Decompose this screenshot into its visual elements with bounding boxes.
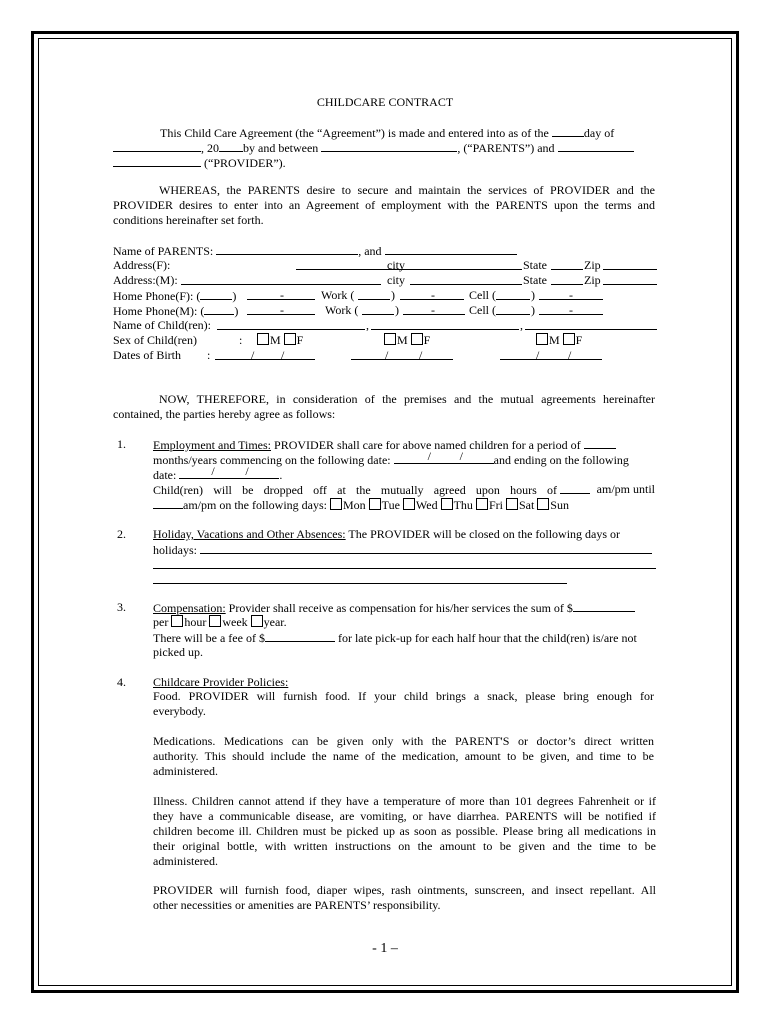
per-year-checkbox[interactable] [251, 615, 263, 627]
address-m-row: Address:(M): city State Zip [113, 273, 178, 287]
end-date-field[interactable]: / / [179, 467, 279, 479]
child-1-female-checkbox[interactable] [284, 333, 296, 345]
day-wed-checkbox[interactable] [403, 498, 415, 510]
holidays-field-1[interactable] [200, 542, 652, 554]
home-phone-f-row: Home Phone(F): ( ) - Work ( ) - Cell ( ) - [113, 288, 236, 303]
medications-line-2: authority. This should include the name of the medication, amount to be given, and time to be [153, 749, 654, 763]
month-blank[interactable] [113, 140, 201, 152]
zip-f-field[interactable] [603, 258, 657, 270]
section-1-line-5: am/pm on the following days: Mon Tue Wed Thu Fri Sat Sun [153, 497, 569, 512]
intro-line-2: , 20 by and between , (“PARENTS”) and [113, 140, 634, 155]
provider-supplies-line-1: PROVIDER will furnish food, diaper wipes, rash ointments, sunscreen, and insect repellant. All [153, 883, 656, 897]
section-1-line-2: months/years commencing on the following date: / / and ending on the following [153, 449, 629, 467]
day-sun-checkbox[interactable] [537, 498, 549, 510]
state-f-field[interactable] [551, 258, 583, 270]
section-1-number: 1. [117, 437, 126, 451]
section-1-line-4: Child(ren) will be dropped off at the mutually agreed upon hours of am/pm until [153, 482, 655, 497]
child-2-name-field[interactable] [371, 318, 519, 330]
section-3-line-1: Compensation: Provider shall receive as compensation for his/her services the sum of $ [153, 600, 635, 615]
cell-f-area[interactable] [496, 288, 530, 300]
now-therefore-line-2: contained, the parties hereby agree as follows: [113, 407, 336, 421]
parent-2-name-field[interactable] [385, 243, 517, 255]
parent-1-name-field[interactable] [216, 243, 358, 255]
holidays-line-2-wrap [153, 557, 656, 572]
day-fri-checkbox[interactable] [476, 498, 488, 510]
section-1-heading: Employment and Times: [153, 438, 272, 452]
day-tue-checkbox[interactable] [369, 498, 381, 510]
child-1-dob-field[interactable] [215, 348, 315, 360]
period-blank[interactable] [584, 437, 616, 449]
section-2-line-1: Holiday, Vacations and Other Absences: The PROVIDER will be closed on the following days or [153, 527, 621, 541]
child-3-dob-field[interactable] [500, 348, 602, 360]
start-date-field[interactable]: / / [394, 452, 494, 464]
medications-line-3: administered. [153, 764, 218, 778]
holidays-line-3-wrap [153, 572, 567, 587]
section-3-line-4: picked up. [153, 645, 203, 659]
day-sat-checkbox[interactable] [506, 498, 518, 510]
dropoff-time-field[interactable] [560, 482, 590, 494]
name-parents-row: Name of PARENTS: , and [113, 243, 517, 258]
intro-line-1: This Child Care Agreement (the “Agreement”) is made and entered into as of the day of [160, 126, 615, 140]
per-hour-checkbox[interactable] [171, 615, 183, 627]
address-m-field[interactable] [181, 273, 381, 285]
day-thu-checkbox[interactable] [441, 498, 453, 510]
illness-line-4: their original bottle, with written instructions on the amount to be given and the time to be [153, 839, 656, 853]
compensation-amount-field[interactable] [573, 600, 635, 612]
cell-m-area[interactable] [496, 303, 530, 315]
zip-m-field[interactable] [603, 273, 657, 285]
document-title: CHILDCARE CONTRACT [316, 95, 454, 109]
home-phone-m-row: Home Phone(M): ( ) - Work ( ) - Cell ( ) - [113, 303, 238, 318]
child-2-female-checkbox[interactable] [411, 333, 423, 345]
food-line-1: Food. PROVIDER will furnish food. If your child brings a snack, please bring enough for [153, 689, 654, 703]
illness-line-3: children become ill. Children must be picked up as soon as possible. Please bring all medications in [153, 824, 656, 838]
state-m-field[interactable] [551, 273, 583, 285]
parents-name-blank[interactable] [321, 140, 457, 152]
city-f-field[interactable] [410, 258, 522, 270]
section-3-heading: Compensation: [153, 601, 226, 615]
page-number: - 1 – [372, 941, 398, 956]
food-line-2: everybody. [153, 704, 206, 718]
provider-blank[interactable] [113, 155, 201, 167]
holidays-field-2[interactable] [153, 557, 656, 569]
whereas-line-3: conditions hereinafter set forth. [113, 213, 264, 227]
illness-line-2: they have a communicable disease, are vomiting, or have diarrhea. PARENTS will be notified if [153, 809, 656, 823]
child-1-male-checkbox[interactable] [257, 333, 269, 345]
section-3-line-2: per hour week year. [153, 615, 287, 629]
section-3-line-3: There will be a fee of $ for late pick-up for each half hour that the child(ren) is/are not [153, 631, 637, 645]
whereas-line-2: PROVIDER desires to enter into an Agreement of employment with the PARENTS upon the terms and [113, 198, 655, 212]
illness-line-1: Illness. Children cannot attend if they have a temperature of more than 101 degrees Fahrenheit or if [153, 794, 656, 808]
section-1-line-3: date: / / . [153, 464, 283, 482]
holidays-field-3[interactable] [153, 572, 567, 584]
name-children-row: Name of Child(ren): , , [113, 318, 211, 332]
day-mon-checkbox[interactable] [330, 498, 342, 510]
section-2-number: 2. [117, 527, 126, 541]
work-m-area[interactable] [362, 303, 394, 315]
now-therefore-line-1: NOW, THEREFORE, in consideration of the premises and the mutual agreements hereinafter [159, 392, 655, 406]
medications-line-1: Medications. Medications can be given only with the PARENT'S or doctor’s direct written [153, 734, 654, 748]
child-3-male-checkbox[interactable] [536, 333, 548, 345]
section-4-number: 4. [117, 675, 126, 689]
day-blank[interactable] [552, 125, 584, 137]
child-1-name-field[interactable] [217, 318, 365, 330]
section-2-line-2: holidays: [153, 542, 652, 557]
section-4-heading: Childcare Provider Policies: [153, 675, 289, 689]
city-m-field[interactable] [410, 273, 522, 285]
phone-f-area[interactable] [200, 288, 232, 300]
sex-children-row: Sex of Child(ren) : M F M F M F [113, 333, 583, 347]
section-2-heading: Holiday, Vacations and Other Absences: [153, 527, 346, 541]
illness-line-5: administered. [153, 854, 218, 868]
child-2-male-checkbox[interactable] [384, 333, 396, 345]
section-3-number: 3. [117, 600, 126, 614]
section-1-line-1: Employment and Times: PROVIDER shall care for above named children for a period of [153, 437, 616, 452]
phone-m-area[interactable] [204, 303, 234, 315]
child-3-female-checkbox[interactable] [563, 333, 575, 345]
address-f-row: Address(F): city State Zip [113, 258, 170, 272]
year-blank[interactable] [219, 140, 243, 152]
per-week-checkbox[interactable] [209, 615, 221, 627]
intro-line-3: (“PROVIDER”). [113, 155, 286, 170]
whereas-line-1: WHEREAS, the PARENTS desire to secure and maintain the services of PROVIDER and the [159, 183, 655, 197]
late-fee-field[interactable] [265, 630, 335, 642]
work-f-area[interactable] [358, 288, 390, 300]
child-2-dob-field[interactable] [351, 348, 453, 360]
provider-name-blank[interactable] [558, 140, 634, 152]
child-3-name-field[interactable] [525, 318, 657, 330]
dates-birth-row: Dates of Birth : / / / / / / [113, 348, 181, 362]
pickup-time-field[interactable] [153, 497, 183, 509]
provider-supplies-line-2: other necessities or amenities are PARENTS’ responsibility. [153, 898, 441, 912]
